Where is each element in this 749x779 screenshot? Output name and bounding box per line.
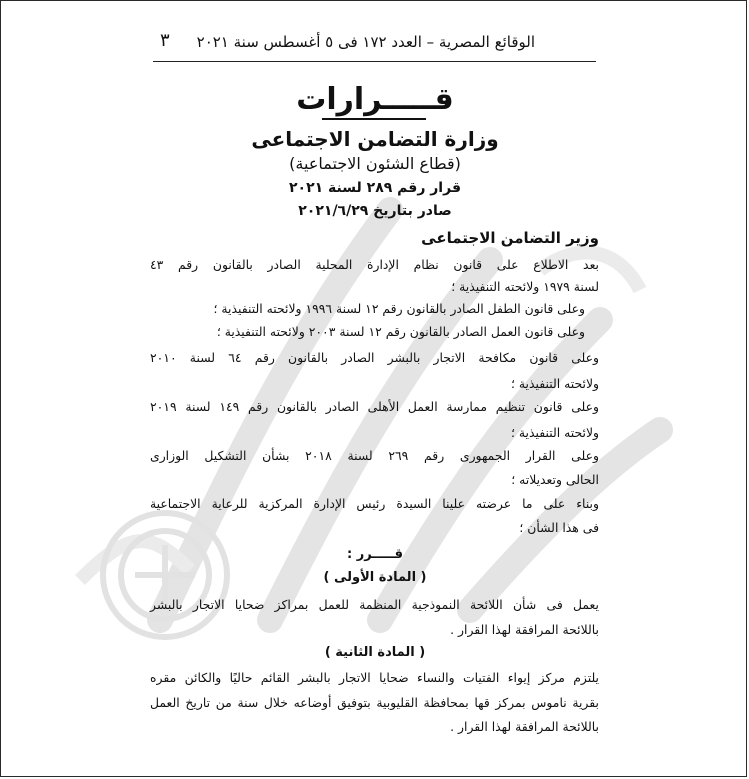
article-line: يلتزم مركز إيواء الفتيات والنساء ضحايا الاتجار بالبشر القائم حاليًا والكائن مقره (150, 670, 599, 685)
preamble-line: فى هذا الشأن ؛ (519, 520, 599, 535)
minister-heading: وزير التضامن الاجتماعى (421, 229, 599, 247)
preamble-line: الحالى وتعديلاته ؛ (511, 472, 599, 487)
preamble-line: وعلى القرار الجمهورى رقم ٢٦٩ لسنة ٢٠١٨ بشأن التشكيل الوزارى (150, 448, 599, 463)
ministry-name: وزارة التضامن الاجتماعى (251, 127, 499, 151)
running-header (160, 30, 595, 54)
preamble-line: وعلى قانون مكافحة الاتجار بالبشر الصادر بالقانون رقم ٦٤ لسنة ٢٠١٠ (150, 350, 600, 365)
preamble-line: وعلى قانون الطفل الصادر بالقانون رقم ١٢ لسنة ١٩٩٦ ولائحته التنفيذية ؛ (213, 301, 585, 316)
page-title: قـــــرارات (296, 82, 454, 117)
article-line: يعمل فى شأن اللائحة النموذجية المنظمة للعمل بمراكز ضحايا الاتجار بالبشر (150, 597, 599, 612)
article-line: بقرية ناموس بمركز قها بمحافظة القليوبية بتوفيق أوضاعه خلال سنة من تاريخ العمل (150, 695, 599, 710)
preamble-line: بعد الاطلاع على قانون نظام الإدارة المحلية الصادر بالقانون رقم ٤٣ (150, 257, 599, 272)
decided-heading: قـــــرر : (346, 547, 404, 562)
preamble-line: وعلى قانون العمل الصادر بالقانون رقم ١٢ لسنة ٢٠٠٣ ولائحته التنفيذية ؛ (216, 324, 585, 339)
article-1-heading: ( المادة الأولى ) (323, 570, 427, 585)
article-line: باللائحة المرافقة لهذا القرار . (450, 719, 599, 734)
decree-date: صادر بتاريخ ٢٠٢١/٦/٢٩ (298, 203, 452, 219)
title-underline (322, 118, 426, 120)
preamble-line: وعلى قانون تنظيم ممارسة العمل الأهلى الصادر بالقانون رقم ١٤٩ لسنة ٢٠١٩ (150, 399, 600, 414)
article-2-heading: ( المادة الثانية ) (324, 645, 426, 660)
preamble-line: ولائحته التنفيذية ؛ (511, 425, 599, 440)
header-divider (153, 61, 596, 62)
preamble-line: لسنة ١٩٧٩ ولائحته التنفيذية ؛ (451, 279, 599, 294)
preamble-line: ولائحته التنفيذية ؛ (511, 376, 599, 391)
article-line: باللائحة المرافقة لهذا القرار . (450, 622, 599, 637)
running-title: الوقائع المصرية – العدد ١٧٢ فى ٥ أغسطس سنة ٢٠٢١ (196, 33, 535, 51)
page-number: ٣ (160, 30, 170, 51)
preamble-line: وبناء على ما عرضته علينا السيدة رئيس الإدارة المركزية للرعاية الاجتماعية (150, 496, 599, 511)
decree-number: قرار رقم ٢٨٩ لسنة ٢٠٢١ (289, 180, 461, 196)
sector-name: (قطاع الشئون الاجتماعية) (289, 154, 461, 173)
